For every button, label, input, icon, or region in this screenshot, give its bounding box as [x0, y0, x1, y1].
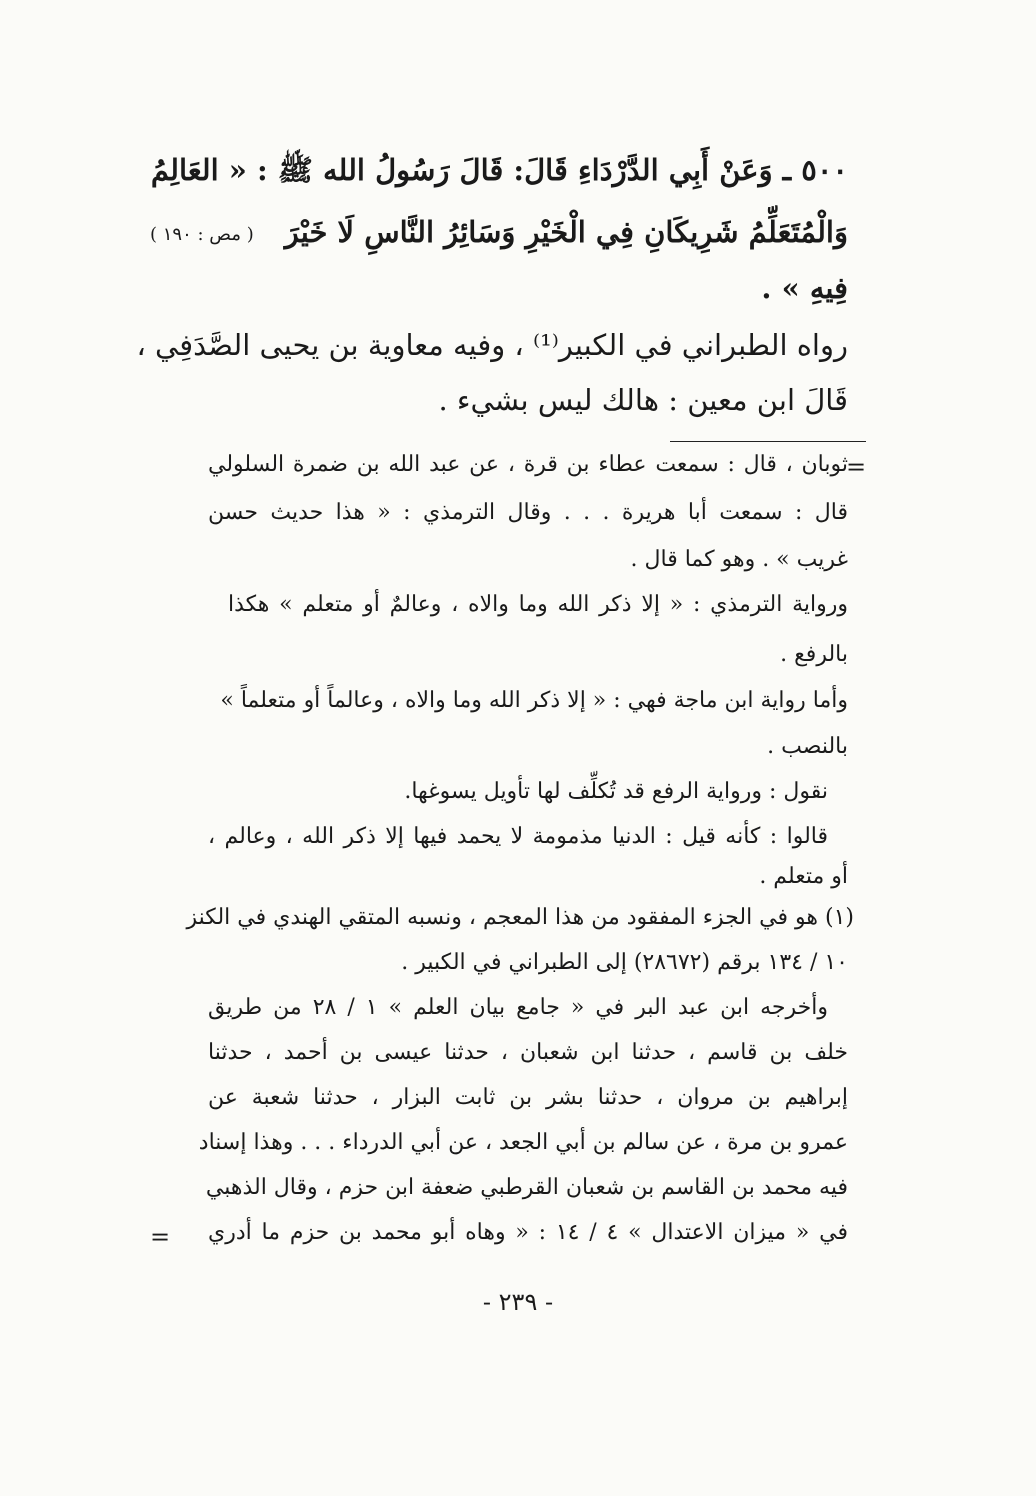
hadith-line-2: وَالْمُتَعَلِّمُ شَرِيكَانِ فِي الْخَيْرِ وَسَائِرُ النَّاسِ لَا خَيْرَ	[284, 215, 848, 249]
footnote-line: خلف بن قاسم ، حدثنا ابن شعبان ، حدثنا عيسى بن أحمد ، حدثنا	[208, 1040, 848, 1065]
footnote-separator	[670, 441, 866, 442]
hadith-line-3: فِيهِ » .	[761, 271, 848, 305]
narration-line-2: قَالَ ابن معين : هالك ليس بشيء .	[438, 383, 848, 417]
footnote-line: غريب » . وهو كما قال .	[630, 547, 848, 572]
footnote-line: عمرو بن مرة ، عن سالم بن أبي الجعد ، عن أبي الدرداء . . . وهذا إسناد	[198, 1130, 848, 1155]
hadith-line-1: ٥٠٠ ـ وَعَنْ أَبِي الدَّرْدَاءِ قَالَ: قَالَ رَسُولُ الله ﷺ : « العَالِمُ	[150, 153, 848, 187]
narration-line-1: رواه الطبراني في الكبير⁽¹⁾ ، وفيه معاوية بن يحيى الصَّدَفِي ،	[136, 328, 848, 362]
continuation-mark: =	[846, 453, 867, 481]
footnote-line: وأخرجه ابن عبد البر في « جامع بيان العلم » ١ / ٢٨ من طريق	[208, 995, 829, 1020]
continued-mark: =	[150, 1223, 171, 1251]
footnote-line: ورواية الترمذي : « إلا ذكر الله وما والاه ، وعالمٌ أو متعلم » هكذا	[228, 592, 848, 617]
footnote-line: (١) هو في الجزء المفقود من هذا المعجم ، ونسبه المتقي الهندي في الكنز	[186, 905, 854, 930]
footnote-line: نقول : ورواية الرفع قد تُكلِّف لها تأويل يسوغها.	[404, 779, 828, 804]
footnote-line: بالرفع .	[780, 642, 848, 667]
footnote-line: وأما رواية ابن ماجة فهي : « إلا ذكر الله وما والاه ، وعالماً أو متعلماً »	[220, 688, 848, 713]
page-number: - ٢٣٩ -	[482, 1288, 554, 1316]
margin-reference-note: ( مص : ١٩٠ )	[150, 224, 254, 245]
footnote-line: أو متعلم .	[759, 864, 848, 889]
footnote-line: قالوا : كأنه قيل : الدنيا مذمومة لا يحمد فيها إلا ذكر الله ، وعالم ،	[208, 824, 828, 849]
footnote-line: قال : سمعت أبا هريرة . . . وقال الترمذي : « هذا حديث حسن	[208, 500, 848, 525]
footnote-line: ثوبان ، قال : سمعت عطاء بن قرة ، عن عبد الله بن ضمرة السلولي	[208, 452, 848, 477]
footnote-line: إبراهيم بن مروان ، حدثنا بشر بن ثابت البزار ، حدثنا شعبة عن	[208, 1085, 848, 1110]
footnote-line: في « ميزان الاعتدال » ٤ / ١٤ : « وهاه أبو محمد بن حزم ما أدري	[208, 1220, 848, 1245]
footnote-line: بالنصب .	[767, 734, 848, 759]
footnote-line: ١٠ / ١٣٤ برقم (٢٨٦٧٢) إلى الطبراني في الكبير .	[401, 950, 848, 975]
footnote-line: فيه محمد بن القاسم بن شعبان القرطبي ضعفة ابن حزم ، وقال الذهبي	[205, 1175, 848, 1200]
